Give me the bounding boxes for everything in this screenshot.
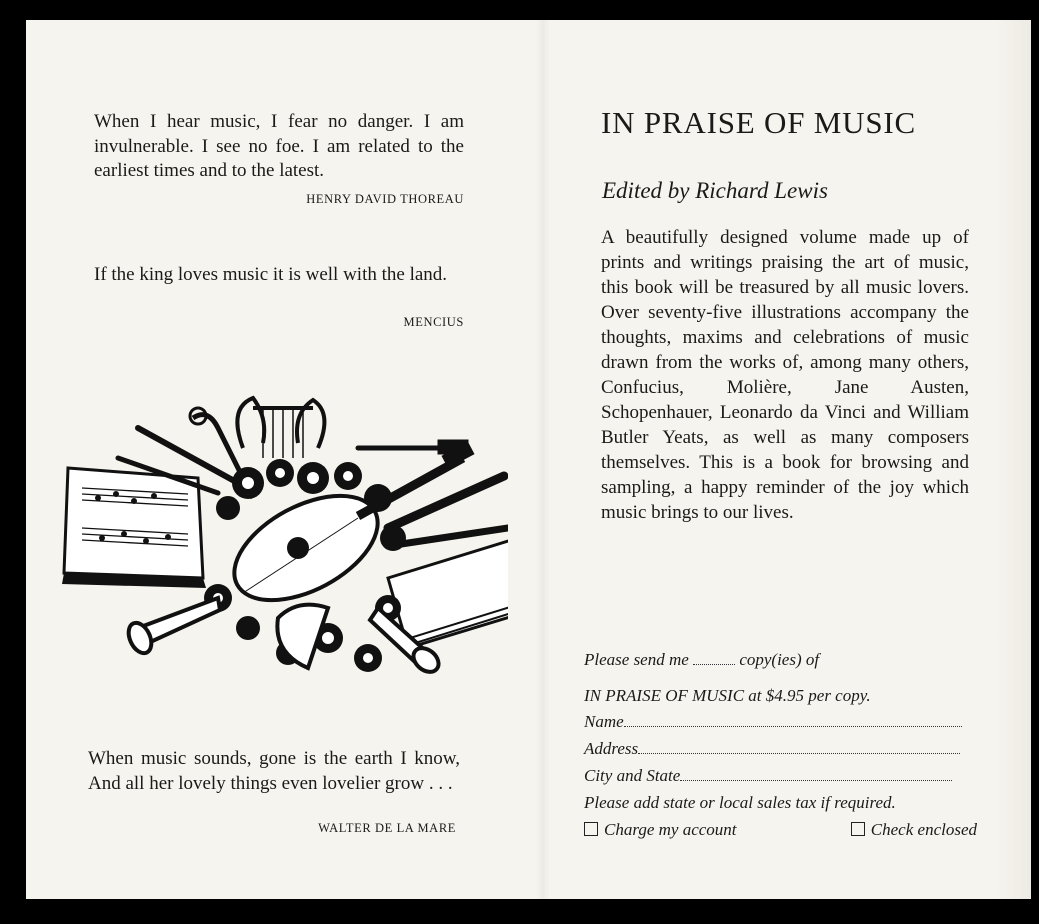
center-fold (536, 20, 550, 899)
checkbox-icon[interactable] (584, 822, 598, 836)
paper-edge-shadow (995, 20, 1031, 899)
quote-de-la-mare: When music sounds, gone is the earth I know, And all her lovely things even lovelier grow . . . (88, 748, 460, 794)
book-editor: Edited by Richard Lewis (602, 178, 828, 203)
book-description: A beautifully designed volume made up of prints and writings praising the art of music, this book will be treasured by all music lovers. Over seventy-five illustrations accompany the thoughts, maxims and celebrations of music drawn from the works of, among many others, Confucius, Molière, Jane Austen, Schopenhauer, Leonardo da Vinci and William Butler Yeats, as well as many composers themselves. This is a book for browsing and sampling, a happy reminder of the joy which music brings to our lives. (601, 227, 969, 523)
checkbox-icon[interactable] (851, 822, 865, 836)
quote-author-mencius: MENCIUS (403, 315, 464, 329)
sheet-music-icon (62, 468, 206, 588)
quote-mencius: If the king loves music it is well with the land. (94, 264, 448, 285)
name-label: Name (584, 712, 624, 731)
check-enclosed-option[interactable] (851, 820, 977, 840)
book-title: IN PRAISE OF MUSIC (601, 105, 916, 140)
order-send-suffix: copy(ies) of (739, 650, 820, 669)
quote-author-thoreau: HENRY DAVID THOREAU (306, 192, 464, 206)
address-field[interactable] (638, 752, 960, 754)
order-send-prefix: Please send me (584, 650, 689, 669)
order-book-line: IN PRAISE OF MUSIC at $4.95 per copy. (584, 686, 871, 705)
brochure-card (26, 20, 1031, 899)
name-field[interactable] (624, 725, 962, 727)
check-enclosed-label: Check enclosed (870, 820, 977, 839)
copies-field[interactable] (693, 663, 735, 665)
tax-note: Please add state or local sales tax if required. (584, 793, 896, 812)
city-state-label: City and State (584, 766, 681, 785)
lyre-icon (237, 398, 324, 458)
charge-account-option[interactable] (584, 820, 737, 840)
charge-account-label: Charge my account (604, 820, 737, 839)
address-label: Address (584, 739, 639, 758)
musical-instruments-illustration (58, 388, 508, 688)
city-state-field[interactable] (680, 779, 952, 781)
quote-author-de-la-mare: WALTER DE LA MARE (318, 821, 456, 835)
quote-thoreau: When I hear music, I fear no danger. I am invulnerable. I see no foe. I am related to the earliest times and to the latest. (94, 111, 464, 181)
